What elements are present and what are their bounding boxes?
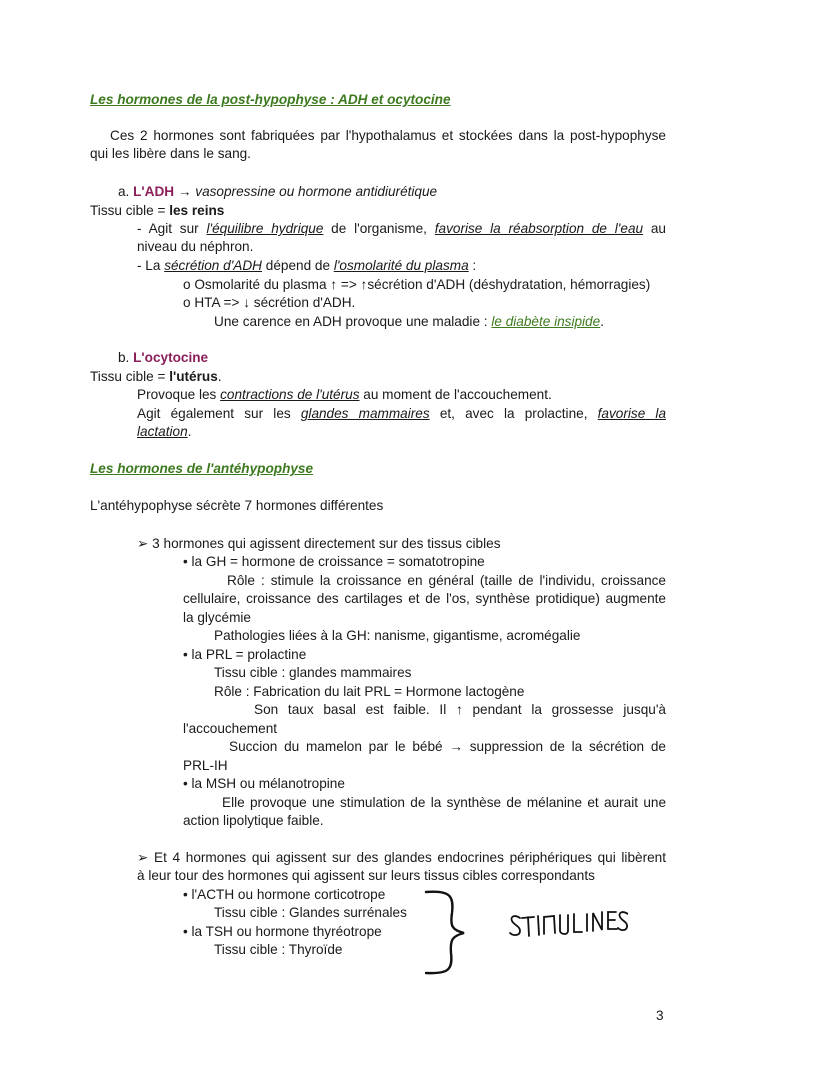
text-segment: b.: [118, 350, 134, 365]
text-segment: o Osmolarité du plasma ↑ => ↑sécrétion d'ADH (déshydratation, hémorragies): [183, 277, 651, 292]
text-line: [227, 572, 666, 590]
text-line: [183, 276, 650, 294]
bullet-item: [183, 646, 306, 664]
text-segment: glandes mammaires: [300, 406, 430, 421]
text-segment: .: [600, 314, 604, 329]
text-segment: Tissu cible =: [90, 203, 170, 218]
text-segment: .: [187, 424, 192, 439]
text-segment: ➢ 3 hormones qui agissent directement sur des tissus cibles: [137, 536, 501, 551]
text-line: [90, 368, 222, 386]
text-segment: - La: [137, 258, 165, 273]
text-segment: - Agit sur: [137, 221, 207, 236]
page-number: 3: [656, 1008, 664, 1023]
text-segment: Tissu cible : Glandes surrénales: [214, 905, 407, 920]
text-line: [137, 405, 666, 423]
text-line: [214, 941, 342, 959]
text-segment: Succion du mamelon par le bébé → suppression de la sécrétion de: [229, 739, 666, 754]
text-segment: l'équilibre hydrique: [206, 221, 324, 236]
text-line: [90, 497, 383, 515]
paragraph: [110, 127, 666, 145]
text-segment: lactation: [137, 424, 188, 439]
text-line: [214, 664, 411, 682]
text-segment: L'ocytocine: [133, 350, 209, 365]
text-segment: Tissu cible : Thyroïde: [214, 942, 343, 957]
text-segment: de l'organisme,: [323, 221, 435, 236]
text-line: [137, 867, 595, 885]
handwritten-brace: [420, 888, 470, 978]
text-segment: favorise la réabsorption de l'eau: [434, 221, 644, 236]
text-segment: les reins: [169, 203, 225, 218]
text-segment: Les hormones de l'antéhypophyse: [90, 461, 314, 476]
bullet-item: [183, 775, 345, 793]
text-line: [183, 812, 324, 830]
text-segment: l'utérus: [169, 369, 218, 384]
text-line: [183, 590, 666, 608]
subheading-ocytocine: [118, 349, 208, 367]
text-segment: Pathologies liées à la GH: nanisme, gigantisme, acromégalie: [214, 628, 581, 643]
text-segment: vasopressine ou hormone antidiurétique: [195, 184, 438, 199]
text-segment: • la PRL = prolactine: [183, 647, 307, 662]
text-line: [183, 757, 228, 775]
section-heading-antehypophyse: [90, 460, 313, 478]
bullet-item: [137, 849, 666, 867]
handwritten-stimulines-note: [508, 906, 628, 940]
text-segment: Son taux basal est faible. Il ↑ pendant la grossesse jusqu'à: [254, 702, 666, 717]
text-segment: Agit également sur les: [137, 406, 301, 421]
text-line: [229, 738, 666, 756]
bullet-item: [183, 923, 382, 941]
text-line: [183, 294, 355, 312]
text-segment: la glycémie: [183, 610, 251, 625]
text-segment: sécrétion d'ADH: [164, 258, 262, 273]
text-line: [222, 794, 666, 812]
text-segment: • la GH = hormone de croissance = somatotropine: [183, 554, 485, 569]
text-line: [137, 386, 552, 404]
text-segment: Provoque les: [137, 387, 221, 402]
paragraph: [90, 145, 251, 163]
text-line: [137, 220, 666, 238]
subheading-adh: [118, 183, 437, 201]
text-segment: :: [468, 258, 477, 273]
text-line: [90, 202, 224, 220]
text-line: [183, 609, 251, 627]
text-line: [214, 627, 580, 645]
text-segment: • la MSH ou mélanotropine: [183, 776, 345, 791]
text-segment: Tissu cible =: [90, 369, 170, 384]
text-segment: o HTA => ↓ sécrétion d'ADH.: [183, 295, 356, 310]
bullet-item: [137, 535, 501, 553]
text-segment: Rôle : stimule la croissance en général (taille de l'individu, croissance: [227, 573, 666, 588]
text-segment: l'accouchement: [183, 721, 278, 736]
text-segment: au moment de l'accouchement.: [359, 387, 552, 402]
text-line: [214, 904, 407, 922]
text-segment: au: [643, 221, 666, 236]
text-segment: Rôle : Fabrication du lait PRL = Hormone lactogène: [214, 684, 525, 699]
text-segment: Tissu cible : glandes mammaires: [214, 665, 412, 680]
text-segment: PRL-IH: [183, 758, 228, 773]
text-segment: favorise la: [597, 406, 667, 421]
text-segment: contractions de l'utérus: [220, 387, 360, 402]
text-segment: Une carence en ADH provoque une maladie :: [214, 314, 492, 329]
text-line: [254, 701, 666, 719]
text-segment: qui les libère dans le sang.: [90, 146, 251, 161]
text-segment: et, avec la prolactine,: [429, 406, 598, 421]
section-heading-post-hypophyse: [90, 91, 451, 109]
text-segment: Ces 2 hormones sont fabriquées par l'hypothalamus et stockées dans la post-hypophyse: [110, 128, 666, 143]
text-line: [137, 423, 191, 441]
text-segment: l'osmolarité du plasma: [333, 258, 469, 273]
text-segment: à leur tour des hormones qui agissent sur leurs tissus cibles correspondants: [137, 868, 595, 883]
text-segment: • la TSH ou hormone thyréotrope: [183, 924, 382, 939]
text-line: [214, 683, 524, 701]
text-segment: ➢ Et 4 hormones qui agissent sur des glandes endocrines périphériques qui libèrent: [137, 850, 666, 865]
text-line: [183, 720, 277, 738]
text-line: [137, 238, 253, 256]
bullet-item: [183, 553, 485, 571]
text-segment: le diabète insipide: [491, 314, 601, 329]
text-segment: .: [217, 369, 222, 384]
text-segment: action lipolytique faible.: [183, 813, 324, 828]
text-segment: L'antéhypophyse sécrète 7 hormones différentes: [90, 498, 384, 513]
text-segment: niveau du néphron.: [137, 239, 254, 254]
text-segment: Elle provoque une stimulation de la synthèse de mélanine et aurait une: [222, 795, 666, 810]
text-line: [137, 257, 476, 275]
text-segment: cellulaire, croissance des cartilages et de l'os, synthèse protidique) augmente: [183, 591, 666, 606]
text-segment: a.: [118, 184, 134, 199]
text-segment: dépend de: [262, 258, 334, 273]
text-line: [214, 313, 604, 331]
text-segment: L'ADH: [133, 184, 175, 199]
text-segment: →: [174, 184, 196, 199]
text-segment: Les hormones de la post-hypophyse : ADH et ocytocine: [90, 92, 451, 107]
text-segment: • l'ACTH ou hormone corticotrope: [183, 887, 386, 902]
bullet-item: [183, 886, 385, 904]
